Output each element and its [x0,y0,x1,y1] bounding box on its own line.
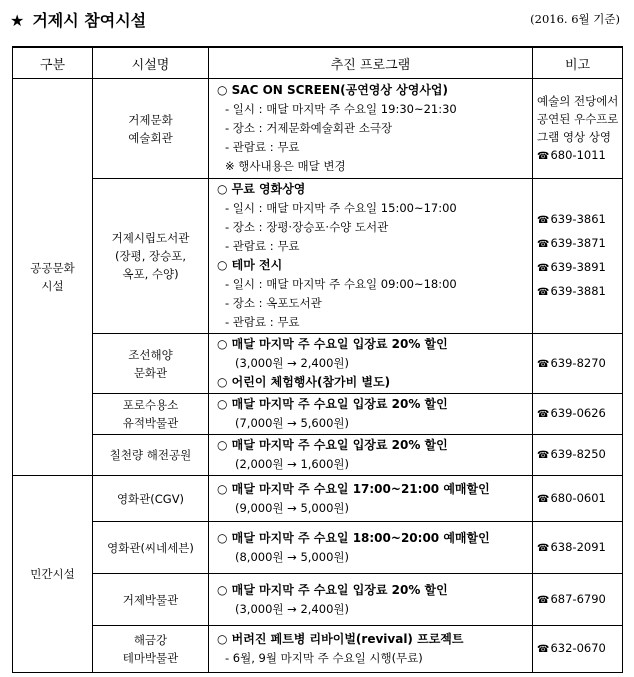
program-line: ○ 매달 마지막 주 수요일 입장료 20% 할인 [217,397,448,411]
note-cell [533,522,623,574]
program-cell [209,79,533,179]
program-line: ○ 어린이 체험행사(참가비 별도) [217,375,391,389]
note-cell [533,179,623,334]
table-row [13,574,623,626]
note-text: 예술의 전당에서 공연된 우수프로그램 영상 상영 [537,93,619,144]
facility-table [12,46,623,673]
date-note: (2016. 6월 기준) [530,12,620,26]
program-cell [209,334,533,394]
note-cell [533,435,623,476]
table-row [13,79,623,179]
program-line: ○ 매달 마지막 주 수요일 입장료 20% 할인 [217,582,448,597]
program-cell [209,476,533,522]
table-row [13,179,623,334]
header-facility: 시설명 [93,47,209,79]
table-row [13,476,623,522]
program-line: - 장소 : 거제문화예술회관 소극장 [225,121,393,135]
program-line: - 6월, 9월 마지막 주 수요일 시행(무료) [225,651,423,665]
program-line: - 장소 : 장평·장승포·수양 도서관 [225,220,389,234]
page-title [10,8,146,31]
program-line: ○ 매달 마지막 주 수요일 17:00~21:00 예매할인 [217,481,490,496]
phone-number: ☎632-0670 [537,641,606,655]
program-cell [209,394,533,435]
phone-icon: ☎ [537,239,550,250]
category-cell: 민간시설 [13,476,93,673]
table-row [13,626,623,673]
page-title-text: 거제시 참여시설 [32,11,147,30]
phone-icon: ☎ [537,263,550,274]
program-line: - 관람료 : 무료 [225,140,300,154]
phone-number: ☎639-3881 [537,284,606,298]
program-cell [209,574,533,626]
header-category: 구분 [13,47,93,79]
note-cell [533,79,623,179]
phone-icon: ☎ [537,287,550,298]
program-line: - 일시 : 매달 마지막 주 수요일 19:30~21:30 [225,102,457,116]
program-line: - 관람료 : 무료 [225,239,300,253]
program-line: (7,000원 → 5,600원) [235,416,349,430]
program-line: - 일시 : 매달 마지막 주 수요일 15:00~17:00 [225,201,457,215]
program-line: ○ 매달 마지막 주 수요일 18:00~20:00 예매할인 [217,530,490,545]
phone-number: ☎680-1011 [537,147,606,162]
facility-cell: 해금강 테마박물관 [93,626,209,673]
phone-number: ☎687-6790 [537,591,606,606]
facility-cell: 포로수용소 유적박물관 [93,394,209,435]
program-line: (3,000원 → 2,400원) [235,356,349,370]
phone-number: ☎639-3871 [537,236,606,250]
header-program: 추진 프로그램 [209,47,533,79]
category-cell: 공공문화 시설 [13,79,93,476]
phone-icon: ☎ [537,542,550,554]
program-line: ○ SAC ON SCREEN(공연영상 상영사업) [217,83,448,97]
phone-icon: ☎ [537,358,550,370]
table-body [13,79,623,673]
facility-cell: 칠천량 해전공원 [93,435,209,476]
program-line: - 관람료 : 무료 [225,315,300,329]
program-line: ※ 행사내용은 매달 변경 [225,159,346,173]
program-line: - 일시 : 매달 마지막 주 수요일 09:00~18:00 [225,277,457,291]
phone-number: ☎639-3891 [537,260,606,274]
note-cell [533,394,623,435]
note-cell [533,626,623,673]
note-cell [533,574,623,626]
phone-icon: ☎ [537,215,550,226]
facility-cell: 영화관(CGV) [93,476,209,522]
phone-icon: ☎ [537,493,550,505]
facility-cell: 조선해양 문화관 [93,334,209,394]
program-cell [209,626,533,673]
note-cell [533,476,623,522]
note-cell [533,334,623,394]
program-cell [209,522,533,574]
phone-number: ☎639-8250 [537,447,606,461]
program-line: ○ 테마 전시 [217,258,283,272]
facility-cell: 거제문화 예술회관 [93,79,209,179]
facility-cell: 영화관(씨네세븐) [93,522,209,574]
phone-number: ☎639-3861 [537,212,606,226]
program-line: ○ 매달 마지막 주 수요일 입장료 20% 할인 [217,337,448,351]
program-line: (8,000원 → 5,000원) [235,549,349,564]
program-cell [209,435,533,476]
phone-icon: ☎ [537,594,550,606]
program-line: ○ 버려진 페트병 리바이벌(revival) 프로젝트 [217,632,464,646]
facility-cell: 거제박물관 [93,574,209,626]
phone-icon: ☎ [537,450,550,461]
phone-number: ☎639-8270 [537,355,606,370]
facility-cell: 거제시립도서관 (장평, 장승포, 옥포, 수양) [93,179,209,334]
table-row [13,435,623,476]
program-line: (2,000원 → 1,600원) [235,457,349,471]
table-row [13,522,623,574]
phone-icon: ☎ [537,409,550,420]
phone-number: ☎638-2091 [537,539,606,554]
phone-icon: ☎ [537,150,550,162]
phone-icon: ☎ [537,644,550,655]
star-icon: ★ [10,11,25,30]
program-cell [209,179,533,334]
program-line: ○ 무료 영화상영 [217,182,306,196]
program-line: - 장소 : 옥포도서관 [225,296,322,310]
header-note: 비고 [533,47,623,79]
program-line: ○ 매달 마지막 주 수요일 입장료 20% 할인 [217,438,448,452]
table-row [13,394,623,435]
phone-number: ☎680-0601 [537,490,606,505]
header-row [13,47,623,79]
phone-number: ☎639-0626 [537,406,606,420]
program-line: (3,000원 → 2,400원) [235,601,349,616]
table-row [13,334,623,394]
program-line: (9,000원 → 5,000원) [235,500,349,515]
